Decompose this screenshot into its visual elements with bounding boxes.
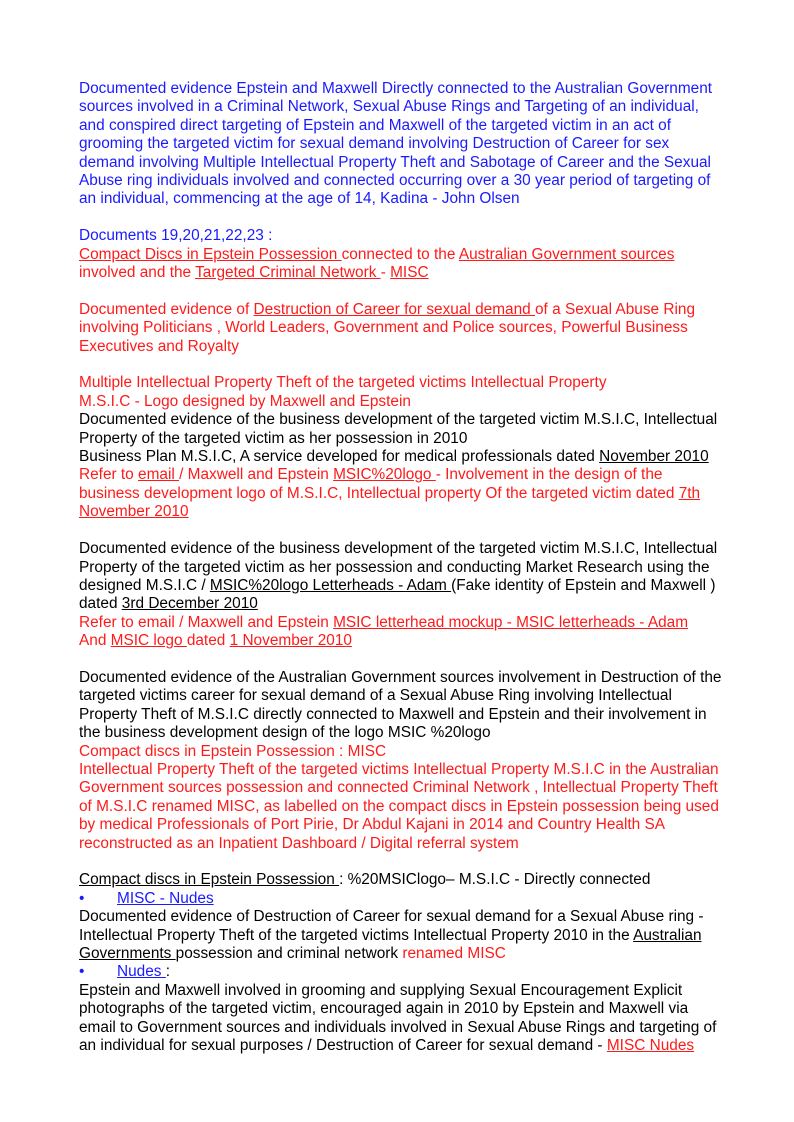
- letterhead-mockup-link[interactable]: MSIC letterhead mockup - MSIC letterheads - Adam: [333, 613, 689, 631]
- nudes-link[interactable]: Nudes: [117, 963, 166, 981]
- business-plan-text: Business Plan M.S.I.C, A service developed for medical professionals dated November 2010: [79, 448, 709, 466]
- gov-sources-link[interactable]: Australian Government sources: [458, 245, 675, 263]
- bullet-dot: •: [79, 963, 85, 981]
- msic-logo-link-2[interactable]: MSIC logo: [110, 632, 187, 650]
- document-body: [79, 80, 724, 1055]
- destruction-paragraph: Documented evidence of Destruction of Career for sexual demand of a Sexual Abuse Ring involving Politicians , World Leaders, Government and Police sources, Powerful Business Executives and Royalty: [79, 300, 696, 355]
- cd-connected-line: Compact discs in Epstein Possession : %20MSIClogo– M.S.I.C - Directly connected: [79, 871, 651, 889]
- cd-misc-line: Compact discs in Epstein Possession : MISC: [79, 742, 387, 760]
- refer-email-paragraph: Refer to email / Maxwell and Epstein MSIC%20logo - Involvement in the design of the business development logo of M.S.I.C, Intellectual property Of the targeted victim dated 7th November 2010: [79, 466, 701, 521]
- cd-possession-link[interactable]: Compact discs in Epstein Possession: [79, 871, 340, 889]
- australian-governments-link[interactable]: Australian Governments: [79, 926, 702, 962]
- misc-nudes-final-link[interactable]: MISC Nudes: [606, 1037, 695, 1055]
- misc-link[interactable]: MISC: [390, 264, 429, 282]
- grooming-paragraph: Epstein and Maxwell involved in grooming and supplying Sexual Encouragement Explicit photographs of the targeted victim, encouraged again in 2010 by Epstein and Maxwell via email to Government sources and individuals involved in Sexual Abuse Rings and targeting of an individual for sexual purposes / Destruction of Career for sexual demand - MISC Nudes: [79, 981, 717, 1055]
- ip-theft-line: Multiple Intellectual Property Theft of the targeted victims Intellectual Property: [79, 374, 607, 392]
- misc-nudes-link[interactable]: MISC - Nudes: [117, 889, 214, 907]
- market-research-paragraph: Documented evidence of the business development of the targeted victim M.S.I.C, Intellectual Property of the targeted victim as her possession and conducting Market Research using the designed M.S.I.C / MSIC%20logo Letterheads - Adam (Fake identity of Epstein and Maxwell ) dated 3rd December 2010: [79, 540, 718, 613]
- destruction-link[interactable]: Destruction of Career for sexual demand: [253, 300, 535, 318]
- 3rd-december-link[interactable]: 3rd December 2010: [121, 595, 258, 613]
- november-2010-link[interactable]: November 2010: [599, 448, 709, 466]
- ip-renamed-paragraph: Intellectual Property Theft of the targeted victims Intellectual Property M.S.I.C in the Australian Government sources possession and connected Criminal Network , Intellectual Property Theft of M.S.I.C renamed MISC, as labelled on the compact discs in Epstein possession being used by medical Professionals of Port Pirie, Dr Abdul Kajani in 2014 and Country Health SA reconstructed as an Inpatient Dashboard / Digital referral system: [79, 760, 719, 852]
- letterheads-link[interactable]: MSIC%20logo Letterheads - Adam: [209, 576, 452, 594]
- intro-paragraph: Documented evidence Epstein and Maxwell Directly connected to the Australian Government sources involved in a Criminal Network, Sexual Abuse Rings and Targeting of an individual, and conspired direct targeting of Epstein and Maxwell of the targeted victim in an act of grooming the targeted victim for sexual demand involving Destruction of Career for sex demand involving Multiple Intellectual Property Theft and Sabotage of Career and the Sexual Abuse ring individuals involved and connected occurring over a 30 year period of targeting of an individual, commencing at the age of 14, Kadina - John Olsen: [79, 80, 713, 208]
- msic-logo-link[interactable]: MSIC%20logo: [333, 466, 436, 484]
- bullet-nudes: • Nudes :: [79, 963, 171, 981]
- documents-paragraph: Compact Discs in Epstein Possession connected to the Australian Government sources involved and the Targeted Criminal Network - MISC: [79, 245, 675, 282]
- gov-involvement-paragraph: Documented evidence of the Australian Government sources involvement in Destruction of the targeted victims career for sexual demand of a Sexual Abuse Ring involving Intellectual Property Theft of M.S.I.C directly connected to Maxwell and Epstein and their involvement in the business development design of the logo MSIC %20logo: [79, 668, 722, 742]
- 1-november-link[interactable]: 1 November 2010: [229, 632, 352, 650]
- bullet-misc-nudes: [79, 890, 724, 908]
- cd-epstein-link[interactable]: Compact Discs in Epstein Possession: [79, 245, 342, 263]
- documents-heading: Documents 19,20,21,22,23 :: [79, 227, 273, 245]
- destruction-ring-paragraph: Documented evidence of Destruction of Career for sexual demand for a Sexual Abuse ring - Intellectual Property Theft of the targeted victims Intellectual Property 2010 in the Australian Governments possession and criminal network renamed MISC: [79, 908, 704, 962]
- network-link[interactable]: Targeted Criminal Network: [195, 264, 381, 282]
- 7th-november-link[interactable]: 7th November 2010: [79, 484, 701, 521]
- business-development-text: Documented evidence of the business development of the targeted victim M.S.I.C, Intellectual Property of the targeted victim as her possession in 2010: [79, 411, 718, 447]
- renamed-misc-link[interactable]: renamed MISC: [402, 945, 506, 962]
- logo-designed-line: M.S.I.C - Logo designed by Maxwell and Epstein: [79, 392, 411, 410]
- refer-mockup-paragraph: Refer to email / Maxwell and Epstein MSIC letterhead mockup - MSIC letterheads - Adam And MSIC logo dated 1 November 2010: [79, 613, 689, 650]
- bullet-dot: •: [79, 889, 85, 907]
- email-link[interactable]: email: [138, 466, 180, 484]
